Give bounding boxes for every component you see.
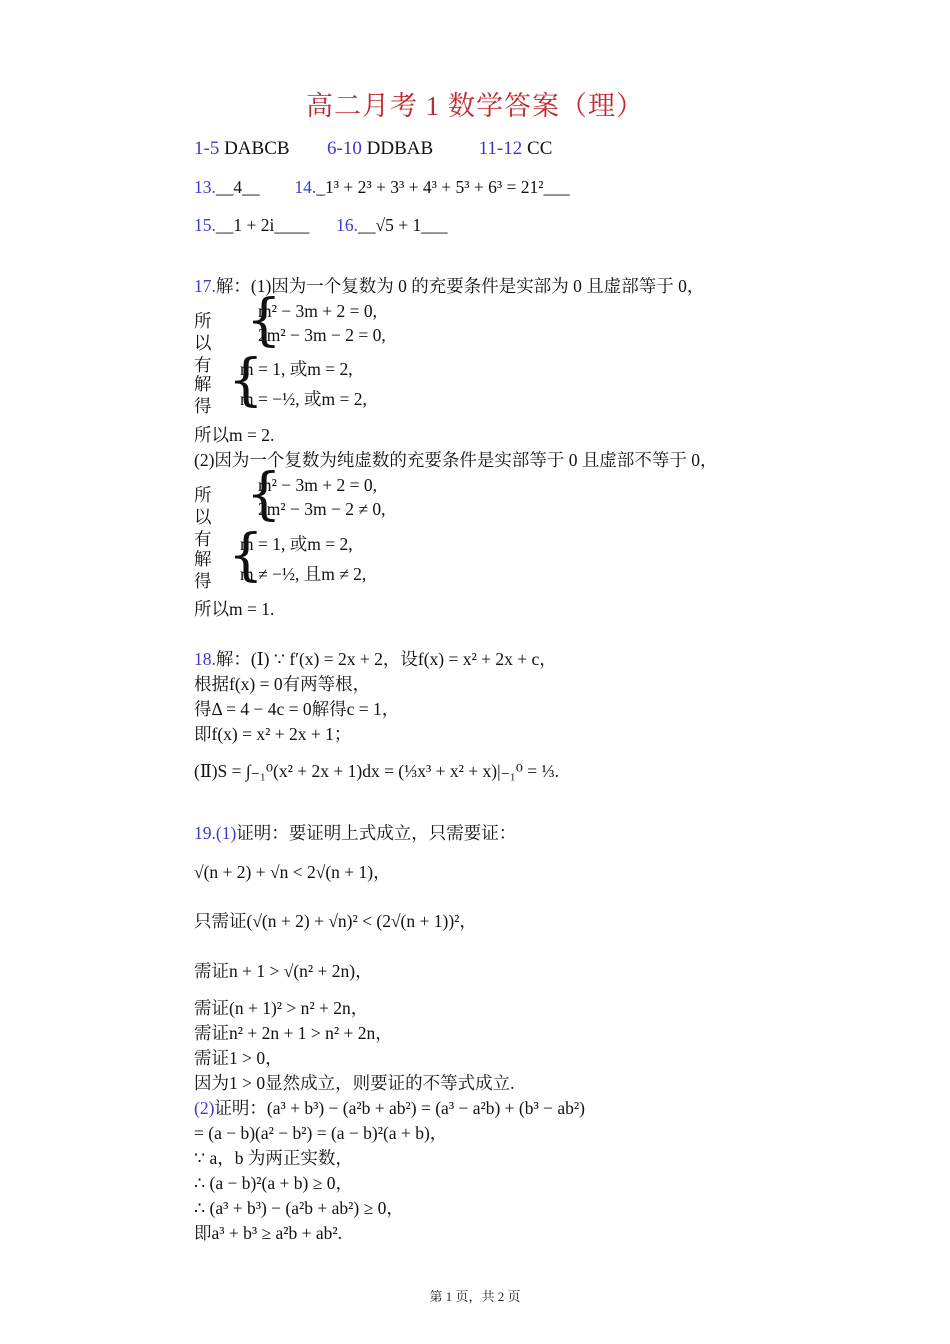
- q17-sys1-eq1: m² − 3m + 2 = 0,: [258, 301, 377, 321]
- q18-line-1: [194, 648, 557, 670]
- q17-sys4-eq2: m ≠ −½, 且m ≠ 2,: [240, 564, 367, 584]
- q16-number: 16.: [336, 215, 358, 235]
- q17-sys2-eq2: m = −½, 或m = 2,: [240, 389, 367, 409]
- q19-line-9: [194, 1097, 585, 1119]
- q19-line-3: 只需证(√(n + 2) + √n)² < (2√(n + 1))²，: [194, 911, 477, 931]
- choice-range-2: 6-10: [327, 138, 362, 159]
- q19-line-4: 需证n + 1 > √(n² + 2n)，: [194, 961, 373, 981]
- choice-range-3: 11-12: [478, 138, 523, 159]
- q19-part-1-label: (1): [215, 823, 237, 843]
- q19-part-2-label: (2): [194, 1098, 215, 1118]
- q18-line-3: 得Δ = 4 − 4c = 0解得c = 1，: [194, 699, 400, 719]
- q17-sys4-eq1: m = 1, 或m = 2,: [240, 534, 353, 554]
- q17-sys1-eq2: 2m² − 3m − 2 = 0,: [258, 325, 386, 345]
- q18-line-5: (Ⅱ)S = ∫₋₁⁰(x² + 2x + 1)dx = (⅓x³ + x² + x)|₋₁⁰ = ⅓.: [194, 761, 560, 781]
- q19-line-1: [194, 822, 516, 844]
- q18-line-2: 根据f(x) = 0有两等根，: [194, 674, 371, 694]
- q17-number: 17.: [194, 276, 216, 296]
- q17-solve-1: 解得: [194, 374, 212, 416]
- left-brace-icon: {: [228, 348, 264, 413]
- q16-answer: __√5 + 1___: [357, 215, 448, 235]
- q17-conclusion-1: 所以m = 2.: [194, 425, 275, 445]
- fill-row-2: [194, 214, 447, 236]
- q19-line-13: ∴ (a³ + b³) − (a²b + ab²) ≥ 0，: [194, 1198, 404, 1218]
- q19-line-11: ∵ a，b 为两正实数，: [194, 1148, 353, 1168]
- choice-answer-1: DABCB: [224, 138, 290, 159]
- q19-line-8: 因为1 > 0显然成立，则要证的不等式成立.: [194, 1073, 515, 1093]
- q17-so-have-1: 所以有: [194, 311, 212, 375]
- q18-line-4: 即f(x) = x² + 2x + 1；: [194, 724, 352, 744]
- q17-sys3-eq1: m² − 3m + 2 = 0,: [258, 475, 377, 495]
- choice-answer-2: DDBAB: [366, 138, 434, 159]
- left-brace-icon: {: [246, 462, 282, 527]
- q19-line-12: ∴ (a − b)²(a + b) ≥ 0，: [194, 1173, 353, 1193]
- left-brace-icon: {: [228, 523, 264, 588]
- choice-answer-3: CC: [527, 138, 553, 159]
- q13-number: 13.: [194, 177, 216, 197]
- page-footer: 第 1 页，共 2 页: [429, 1289, 521, 1304]
- q17-solve-2: 解得: [194, 549, 212, 591]
- choice-answers: [194, 138, 552, 160]
- q17-part2: (2)因为一个复数为纯虚数的充要条件是实部等于 0 且虚部不等于 0，: [194, 450, 718, 470]
- q19-line-14: 即a³ + b³ ≥ a²b + ab².: [194, 1223, 343, 1243]
- q14-answer: _1³ + 2³ + 3³ + 4³ + 5³ + 6³ = 21²___: [316, 177, 570, 197]
- q15-number: 15.: [194, 215, 216, 235]
- q18-line-1-text: 解：(Ⅰ) ∵ f′(x) = 2x + 2，设f(x) = x² + 2x + c，: [215, 649, 557, 669]
- q17-sys3-eq2: 2m² − 3m − 2 ≠ 0,: [258, 499, 386, 519]
- q17-sys2-eq1: m = 1, 或m = 2,: [240, 359, 353, 379]
- q17-intro-text: 解：(1)因为一个复数为 0 的充要条件是实部为 0 且虚部等于 0，: [215, 276, 705, 296]
- q19-line-10: = (a − b)(a² − b²) = (a − b)²(a + b)，: [194, 1123, 448, 1143]
- q19-number: 19.: [194, 823, 216, 843]
- q19-line-6: 需证n² + 2n + 1 > n² + 2n，: [194, 1023, 393, 1043]
- q17-so-have-2: 所以有: [194, 485, 212, 549]
- q15-answer: __1 + 2i____: [215, 215, 310, 235]
- q19-line-1-text: 证明：要证明上式成立，只需要证：: [236, 823, 517, 843]
- q13-answer: __4__: [215, 177, 260, 197]
- q19-line-2: √(n + 2) + √n < 2√(n + 1)，: [194, 862, 391, 882]
- page-title: 高二月考 1 数学答案（理）: [306, 91, 644, 121]
- q18-number: 18.: [194, 649, 216, 669]
- choice-range-1: 1-5: [194, 138, 220, 159]
- q14-number: 14.: [294, 177, 317, 197]
- q19-line-5: 需证(n + 1)² > n² + 2n，: [194, 998, 369, 1018]
- q19-line-7: 需证1 > 0，: [194, 1048, 283, 1068]
- left-brace-icon: {: [246, 288, 282, 353]
- fill-row-1: [194, 176, 570, 198]
- q17-conclusion-2: 所以m = 1.: [194, 599, 275, 619]
- q19-line-9-text: 证明：(a³ + b³) − (a²b + ab²) = (a³ − a²b) + (b³ − ab²): [214, 1098, 585, 1118]
